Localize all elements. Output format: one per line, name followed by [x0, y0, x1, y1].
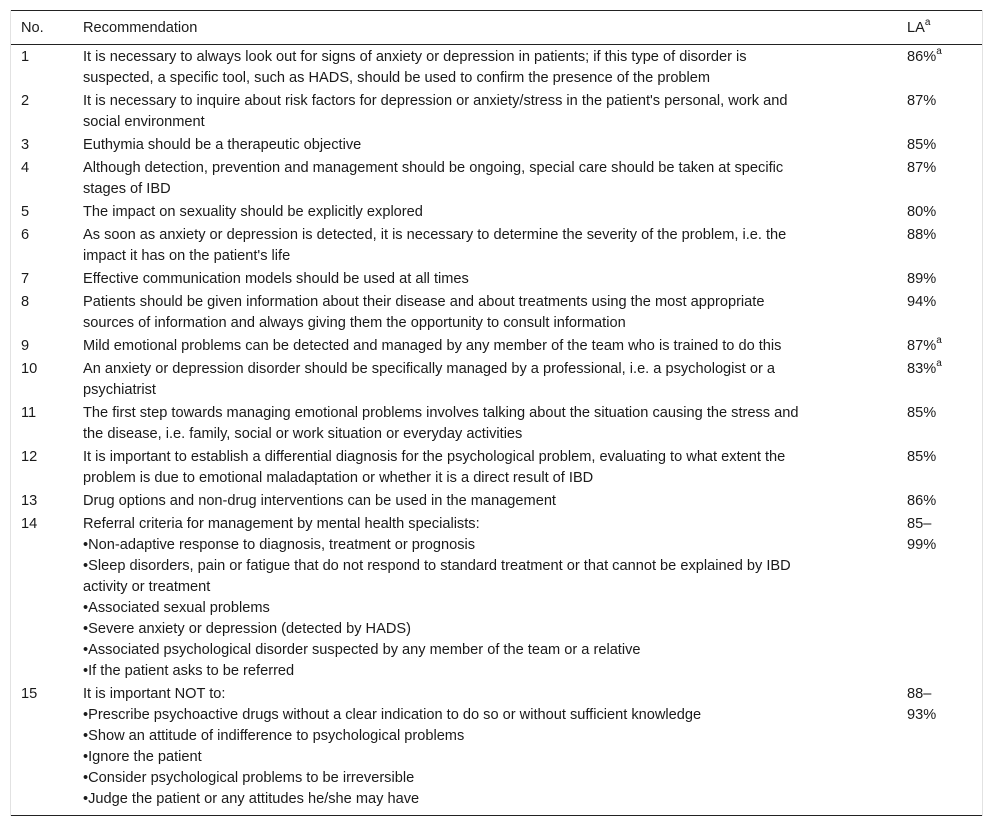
row-number: 9	[21, 338, 30, 354]
recommendation-text	[73, 89, 897, 133]
recommendation-line: •Non-adaptive response to diagnosis, treatment or prognosis	[83, 537, 476, 553]
recommendation-line: •Associated psychological disorder suspected by any member of the team or a relative	[83, 642, 641, 658]
table-row	[11, 445, 982, 489]
recommendation-line: •Ignore the patient	[83, 749, 202, 765]
level-of-agreement	[897, 445, 982, 489]
level-of-agreement	[897, 357, 982, 401]
row-number: 5	[21, 204, 30, 220]
la-value-line: 88–	[907, 686, 932, 702]
recommendation-text	[73, 200, 897, 223]
recommendation-line: •Show an attitude of indifference to psychological problems	[83, 728, 465, 744]
table-row	[11, 267, 982, 290]
la-value: 85%	[907, 137, 937, 153]
row-number: 8	[21, 294, 30, 310]
la-value: 85%	[907, 449, 937, 465]
la-value: 88%	[907, 227, 937, 243]
recommendation-line: sources of information and always giving them the opportunity to consult information	[83, 315, 626, 331]
row-number: 12	[21, 449, 38, 465]
level-of-agreement	[897, 133, 982, 156]
recommendation-line: psychiatrist	[83, 382, 156, 398]
recommendation-text	[73, 445, 897, 489]
level-of-agreement	[897, 489, 982, 512]
recommendation-text	[73, 290, 897, 334]
la-value: 86%	[907, 49, 937, 65]
recommendation-line: It is important NOT to:	[83, 686, 226, 702]
row-number: 15	[21, 686, 38, 702]
row-number: 6	[21, 227, 30, 243]
la-value-line: 93%	[907, 707, 937, 723]
la-value: 85%	[907, 405, 937, 421]
recommendations-table-container	[10, 10, 983, 816]
row-number: 4	[21, 160, 30, 176]
level-of-agreement	[897, 45, 982, 90]
recommendation-line: suspected, a specific tool, such as HADS, should be used to confirm the presence of the problem	[83, 70, 711, 86]
header-no: No.	[11, 11, 73, 45]
recommendation-line: social environment	[83, 114, 205, 130]
recommendation-line: It is necessary to always look out for signs of anxiety or depression in patients; if this type of disorder is	[83, 49, 747, 65]
recommendation-line: Although detection, prevention and management should be ongoing, special care should be taken at specific	[83, 160, 784, 176]
recommendation-line: activity or treatment	[83, 579, 211, 595]
recommendation-line: The impact on sexuality should be explicitly explored	[83, 204, 423, 220]
la-value: 80%	[907, 204, 937, 220]
recommendation-line: Euthymia should be a therapeutic objective	[83, 137, 362, 153]
la-footnote: a	[936, 358, 942, 370]
table-body	[11, 45, 982, 816]
level-of-agreement	[897, 334, 982, 357]
recommendation-line: Drug options and non-drug interventions can be used in the management	[83, 493, 556, 509]
recommendation-text	[73, 133, 897, 156]
recommendation-text	[73, 489, 897, 512]
row-number: 13	[21, 493, 38, 509]
level-of-agreement	[897, 223, 982, 267]
recommendation-text	[73, 156, 897, 200]
level-of-agreement	[897, 89, 982, 133]
la-footnote: a	[936, 335, 942, 347]
table-row	[11, 489, 982, 512]
recommendation-line: As soon as anxiety or depression is detected, it is necessary to determine the severity of the problem, i.e. the	[83, 227, 787, 243]
header-la-text: LA	[907, 20, 925, 36]
table-row	[11, 200, 982, 223]
recommendations-table	[11, 10, 982, 816]
recommendation-line: impact it has on the patient's life	[83, 248, 291, 264]
recommendation-text	[73, 45, 897, 90]
table-row	[11, 682, 982, 816]
header-la-footnote: a	[924, 17, 931, 29]
recommendation-line: •Prescribe psychoactive drugs without a clear indication to do so or without sufficient knowledge	[83, 707, 702, 723]
la-value: 87%	[907, 160, 937, 176]
table-row	[11, 156, 982, 200]
recommendation-line: •Consider psychological problems to be irreversible	[83, 770, 415, 786]
table-row	[11, 133, 982, 156]
recommendation-text	[73, 357, 897, 401]
recommendation-text	[73, 267, 897, 290]
recommendation-line: An anxiety or depression disorder should be specifically managed by a professional, i.e. a psychologist or a	[83, 361, 775, 377]
la-value: 83%	[907, 361, 937, 377]
recommendation-line: Patients should be given information about their disease and about treatments using the most appropriate	[83, 294, 765, 310]
row-number: 10	[21, 361, 38, 377]
recommendation-line: •If the patient asks to be referred	[83, 663, 295, 679]
row-number: 7	[21, 271, 30, 287]
row-number: 1	[21, 49, 30, 65]
level-of-agreement	[897, 267, 982, 290]
la-value: 86%	[907, 493, 937, 509]
row-number: 2	[21, 93, 30, 109]
table-row	[11, 290, 982, 334]
recommendation-line: Referral criteria for management by mental health specialists:	[83, 516, 480, 532]
la-value-line: 85–	[907, 516, 932, 532]
table-row	[11, 401, 982, 445]
recommendation-line: The first step towards managing emotional problems involves talking about the situation causing the stress and	[83, 405, 799, 421]
row-number: 3	[21, 137, 30, 153]
recommendation-line: problem is due to emotional maladaptation or whether it is a direct result of IBD	[83, 470, 594, 486]
la-value: 87%	[907, 338, 937, 354]
recommendation-line: •Severe anxiety or depression (detected by HADS)	[83, 621, 411, 637]
recommendation-text	[73, 401, 897, 445]
table-row	[11, 334, 982, 357]
level-of-agreement	[897, 682, 982, 816]
recommendation-line: the disease, i.e. family, social or work situation or everyday activities	[83, 426, 523, 442]
row-number: 14	[21, 516, 38, 532]
level-of-agreement	[897, 290, 982, 334]
level-of-agreement	[897, 401, 982, 445]
row-number: 11	[21, 405, 37, 421]
recommendation-line: It is important to establish a differential diagnosis for the psychological problem, evaluating to what extent the	[83, 449, 786, 465]
la-value: 94%	[907, 294, 937, 310]
la-value: 89%	[907, 271, 937, 287]
header-recommendation: Recommendation	[73, 11, 897, 45]
recommendation-line: •Associated sexual problems	[83, 600, 270, 616]
recommendation-line: It is necessary to inquire about risk factors for depression or anxiety/stress in the patient's personal, work and	[83, 93, 788, 109]
recommendation-line: Mild emotional problems can be detected and managed by any member of the team who is trained to do this	[83, 338, 782, 354]
level-of-agreement	[897, 512, 982, 682]
recommendation-text	[73, 223, 897, 267]
recommendation-text	[73, 682, 897, 816]
la-value-line: 99%	[907, 537, 937, 553]
table-row	[11, 223, 982, 267]
recommendation-line: •Sleep disorders, pain or fatigue that do not respond to standard treatment or that cannot be explained by IBD	[83, 558, 791, 574]
recommendation-line: Effective communication models should be used at all times	[83, 271, 469, 287]
table-row	[11, 45, 982, 90]
recommendation-line: stages of IBD	[83, 181, 171, 197]
table-row	[11, 512, 982, 682]
la-value: 87%	[907, 93, 937, 109]
recommendation-line: •Judge the patient or any attitudes he/she may have	[83, 791, 420, 807]
recommendation-text	[73, 334, 897, 357]
level-of-agreement	[897, 156, 982, 200]
recommendation-text	[73, 512, 897, 682]
table-row	[11, 89, 982, 133]
header-la	[897, 11, 982, 45]
table-row	[11, 357, 982, 401]
table-header-row	[11, 11, 982, 45]
level-of-agreement	[897, 200, 982, 223]
la-footnote: a	[936, 46, 942, 58]
